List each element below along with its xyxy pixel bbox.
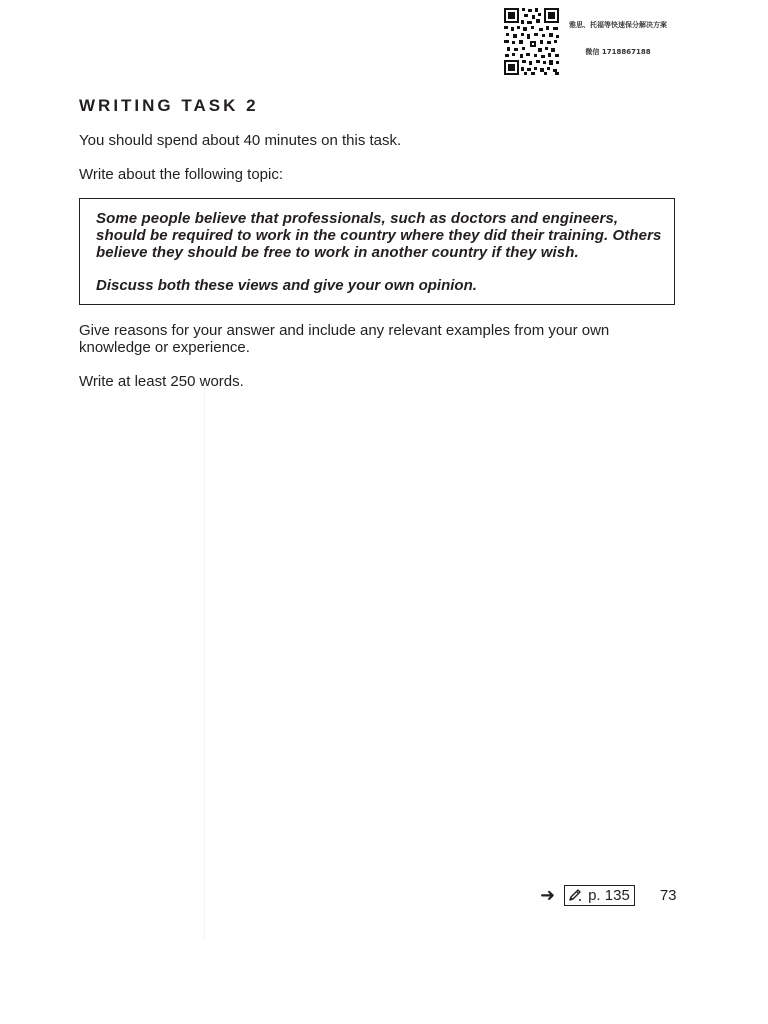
reasons-instruction: Give reasons for your answer and include any relevant examples from your own knowledge or experience. xyxy=(79,322,610,356)
page-reference: p. 135 xyxy=(588,886,630,904)
time-instruction: You should spend about 40 minutes on this task. xyxy=(79,132,402,149)
scan-artifact xyxy=(204,380,205,940)
task-title: WRITING TASK 2 xyxy=(79,96,259,115)
qr-code-icon xyxy=(503,7,560,76)
word-count-instruction: Write at least 250 words. xyxy=(79,373,244,390)
arrow-right-icon: ➜ xyxy=(540,885,556,905)
topic-instruction: Discuss both these views and give your own opinion. xyxy=(96,277,477,294)
page-footer xyxy=(540,884,677,906)
pencil-icon xyxy=(568,888,582,902)
promo-text xyxy=(566,20,670,57)
topic-intro: Write about the following topic: xyxy=(79,166,284,183)
topic-box xyxy=(79,198,675,305)
promo-line-2: 微信 1718867188 xyxy=(585,48,651,56)
page-reference-box xyxy=(564,885,635,906)
topic-statement: Some people believe that professionals, such as doctors and engineers, should be required to work in the country where they did their training. Others believe they should be free to work in another country if they wish. xyxy=(96,210,662,261)
promo-line-1: 雅思、托福等快速保分解决方案 xyxy=(569,21,667,29)
page-number: 73 xyxy=(659,886,677,904)
